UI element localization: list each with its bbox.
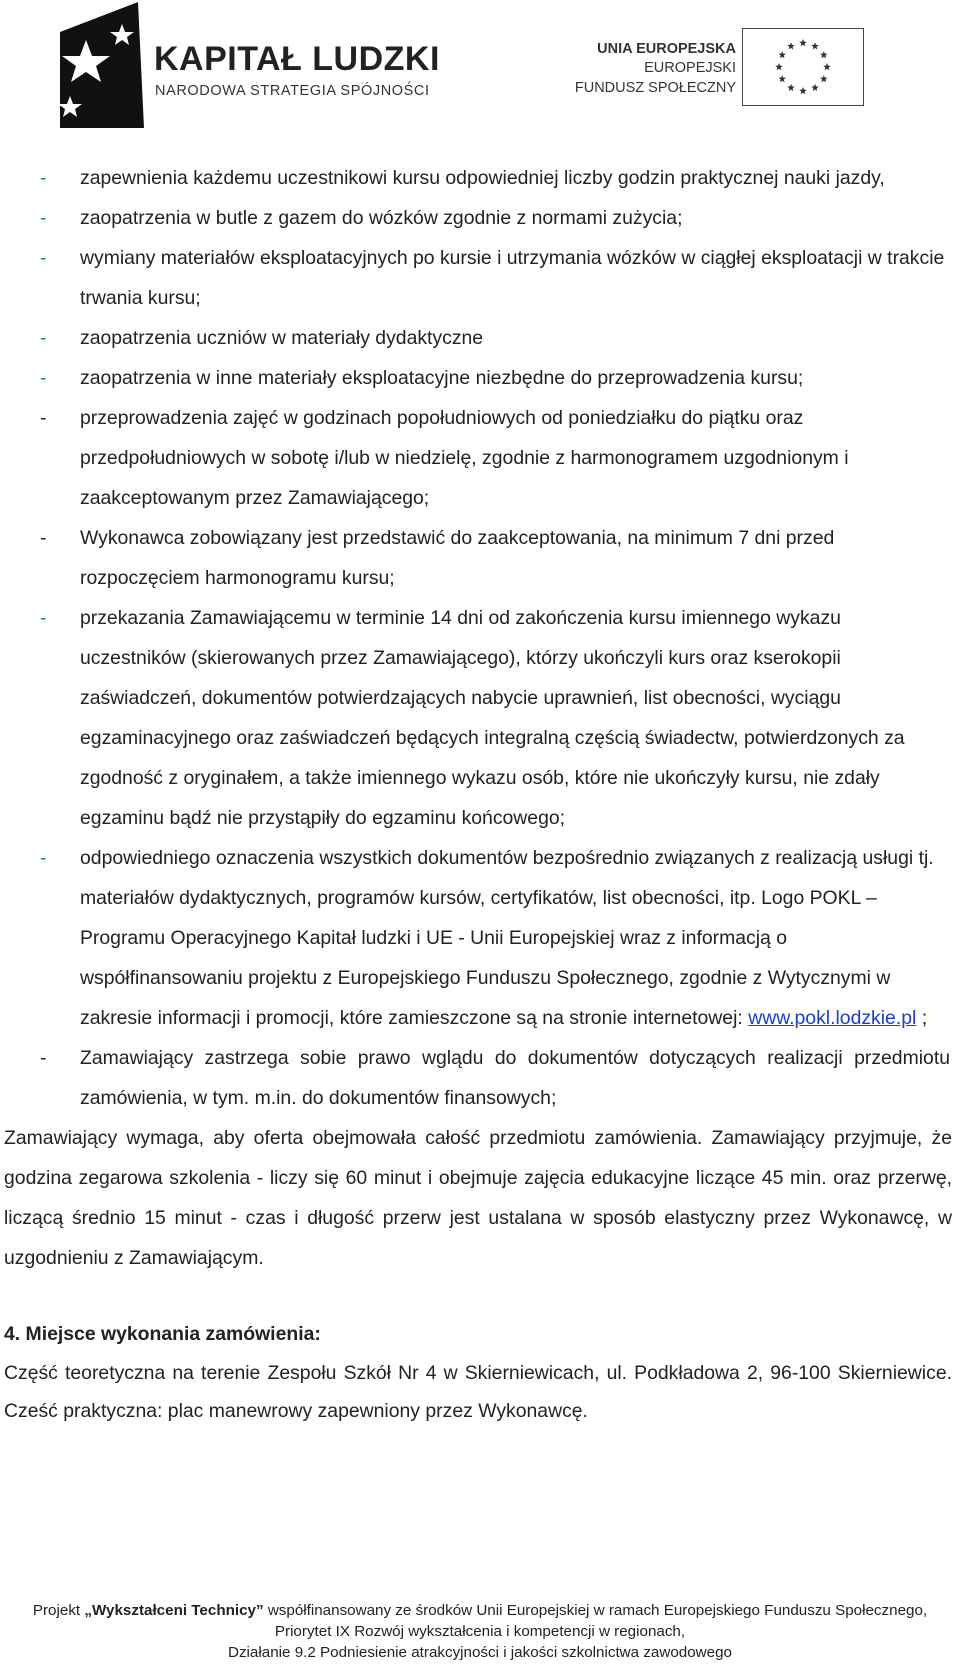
kapital-ludzki-subtitle: NARODOWA STRATEGIA SPÓJNOŚCI — [155, 83, 430, 99]
pokl-website-link[interactable]: www.pokl.lodzkie.pl — [748, 1007, 917, 1029]
list-item — [0, 398, 960, 518]
eu-star-icon — [799, 39, 807, 46]
footer-line2: Priorytet IX Rozwój wykształcenia i kompetencji w regionach, — [274, 1623, 686, 1640]
list-item — [0, 158, 960, 198]
list-item — [0, 198, 960, 238]
eu-star-icon — [787, 84, 795, 91]
list-item-text: Wykonawca zobowiązany jest przedstawić do zaakceptowania, na minimum 7 dni przed rozpoczęciem harmonogramu kursu; — [80, 527, 835, 589]
eu-star-icon — [778, 75, 786, 82]
list-item-logo-marking — [0, 838, 960, 1038]
eu-star-icon — [811, 42, 819, 49]
document-body — [0, 158, 960, 1430]
eu-star-icon — [787, 42, 795, 49]
list-dash: - — [40, 167, 47, 189]
list-item — [0, 318, 960, 358]
eu-logo-line2: EUROPEJSKI — [644, 60, 736, 76]
section-4-body: Część teoretyczna na terenie Zespołu Szkół Nr 4 w Skierniewicach, ul. Podkładowa 2, 96-100 Skierniewice. Cześć praktyczna: plac manewrowy zapewniony przez Wykonawcę. — [4, 1362, 952, 1422]
list-item — [0, 358, 960, 398]
requirements-list — [0, 158, 960, 838]
list-dash: - — [40, 607, 47, 629]
requirements-paragraph: Zamawiający wymaga, aby oferta obejmowała całość przedmiotu zamówienia. Zamawiający przyjmuje, że godzina zegarowa szkolenia - liczy się 60 minut i obejmuje zajęcia edukacyjne liczące 45 min. oraz przerwę, liczącą średnio 15 minut - czas i długość przerw jest ustalana w sposób elastyczny przez Wykonawcę, w uzgodnieniu z Zamawiającym. — [4, 1127, 952, 1269]
list-item-inspection-right — [0, 1038, 960, 1118]
kapital-ludzki-title: KAPITAŁ LUDZKI — [154, 40, 440, 78]
list-item-text: zaopatrzenia w butle z gazem do wózków zgodnie z normami zużycia; — [80, 207, 683, 229]
eu-star-icon — [820, 75, 828, 82]
list-item — [0, 518, 960, 598]
page-footer — [0, 1600, 960, 1663]
eu-star-icon — [778, 51, 786, 58]
list-item-text: odpowiedniego oznaczenia wszystkich dokumentów bezpośrednio związanych z realizacją usługi tj. materiałów dydaktycznych, programów kursów, certyfikatów, list obecności, itp. Logo POKL – Programu Operacyjnego Kapitał ludzki i UE - Unii Europejskiej wraz z informacją o współfinansowaniu projektu z Europejskiego Funduszu Społecznego, zgodnie z Wytycznymi w zakresie informacji i promocji, które zamieszczone są na stronie internetowej: www.pokl.lodzkie.pl ; — [80, 847, 934, 1029]
footer-line1: Projekt „Wykształceni Technicy” współfinansowany ze środków Unii Europejskiej w ramach Europejskiego Funduszu Społecznego, — [32, 1602, 928, 1619]
list-item-text: Zamawiający zastrzega sobie prawo wglądu do dokumentów dotyczących realizacji przedmiotu zamówienia, w tym. m.in. do dokumentów finansowych; — [80, 1047, 950, 1109]
eu-flag-icon — [742, 28, 864, 106]
list-item-text: zaopatrzenia w inne materiały eksploatacyjne niezbędne do przeprowadzenia kursu; — [80, 367, 804, 389]
section-4-title: 4. Miejsce wykonania zamówienia: — [4, 1323, 321, 1345]
list-item-text: zaopatrzenia uczniów w materiały dydaktyczne — [80, 327, 484, 349]
project-name: „Wykształceni Technicy” — [84, 1602, 264, 1619]
list-dash: - — [40, 247, 47, 269]
eu-star-icon — [820, 51, 828, 58]
list-dash: - — [40, 527, 47, 549]
list-item — [0, 238, 960, 318]
list-dash: - — [40, 327, 47, 349]
list-dash: - — [40, 367, 47, 389]
kapital-ludzki-logo — [40, 0, 460, 135]
eu-star-icon — [775, 63, 783, 70]
footer-line3: Działanie 9.2 Podniesienie atrakcyjności i jakości szkolnictwa zawodowego — [228, 1644, 732, 1661]
list-item-text: zapewnienia każdemu uczestnikowi kursu odpowiedniej liczby godzin praktycznej nauki jazdy, — [80, 167, 885, 189]
list-dash: - — [40, 207, 47, 229]
list-dash: - — [40, 407, 47, 429]
list-item-text: przeprowadzenia zajęć w godzinach popołudniowych od poniedziałku do piątku oraz przedpołudniowych w sobotę i/lub w niedzielę, zgodnie z harmonogramem uzgodnionym i zaakceptowanym przez Zamawiającego; — [80, 407, 849, 509]
list-dash: - — [40, 847, 47, 869]
eu-star-icon — [799, 87, 807, 94]
eu-logo — [574, 28, 936, 108]
eu-star-icon — [823, 63, 831, 70]
eu-star-icon — [811, 84, 819, 91]
list-item-text: wymiany materiałów eksploatacyjnych po kursie i utrzymania wózków w ciągłej eksploatacji w trakcie trwania kursu; — [80, 247, 945, 309]
list-item-text: przekazania Zamawiającemu w terminie 14 dni od zakończenia kursu imiennego wykazu uczestników (skierowanych przez Zamawiającego), którzy ukończyli kurs oraz kserokopii zaświadczeń, dokumentów potwierdzających nabycie uprawnień, list obecności, wyciągu egzaminacyjnego oraz zaświadczeń będących integralną częścią świadectw, potwierdzonych za zgodność z oryginałem, a także imiennego wykazu osób, które nie ukończyły kursu, nie zdały egzaminu bądź nie przystąpiły do egzaminu końcowego; — [80, 607, 905, 829]
eu-logo-line1: UNIA EUROPEJSKA — [597, 41, 736, 57]
eu-logo-line3: FUNDUSZ SPOŁECZNY — [574, 80, 736, 96]
kapital-ludzki-emblem-icon — [40, 2, 150, 132]
list-dash: - — [40, 1047, 47, 1069]
list-item — [0, 598, 960, 838]
